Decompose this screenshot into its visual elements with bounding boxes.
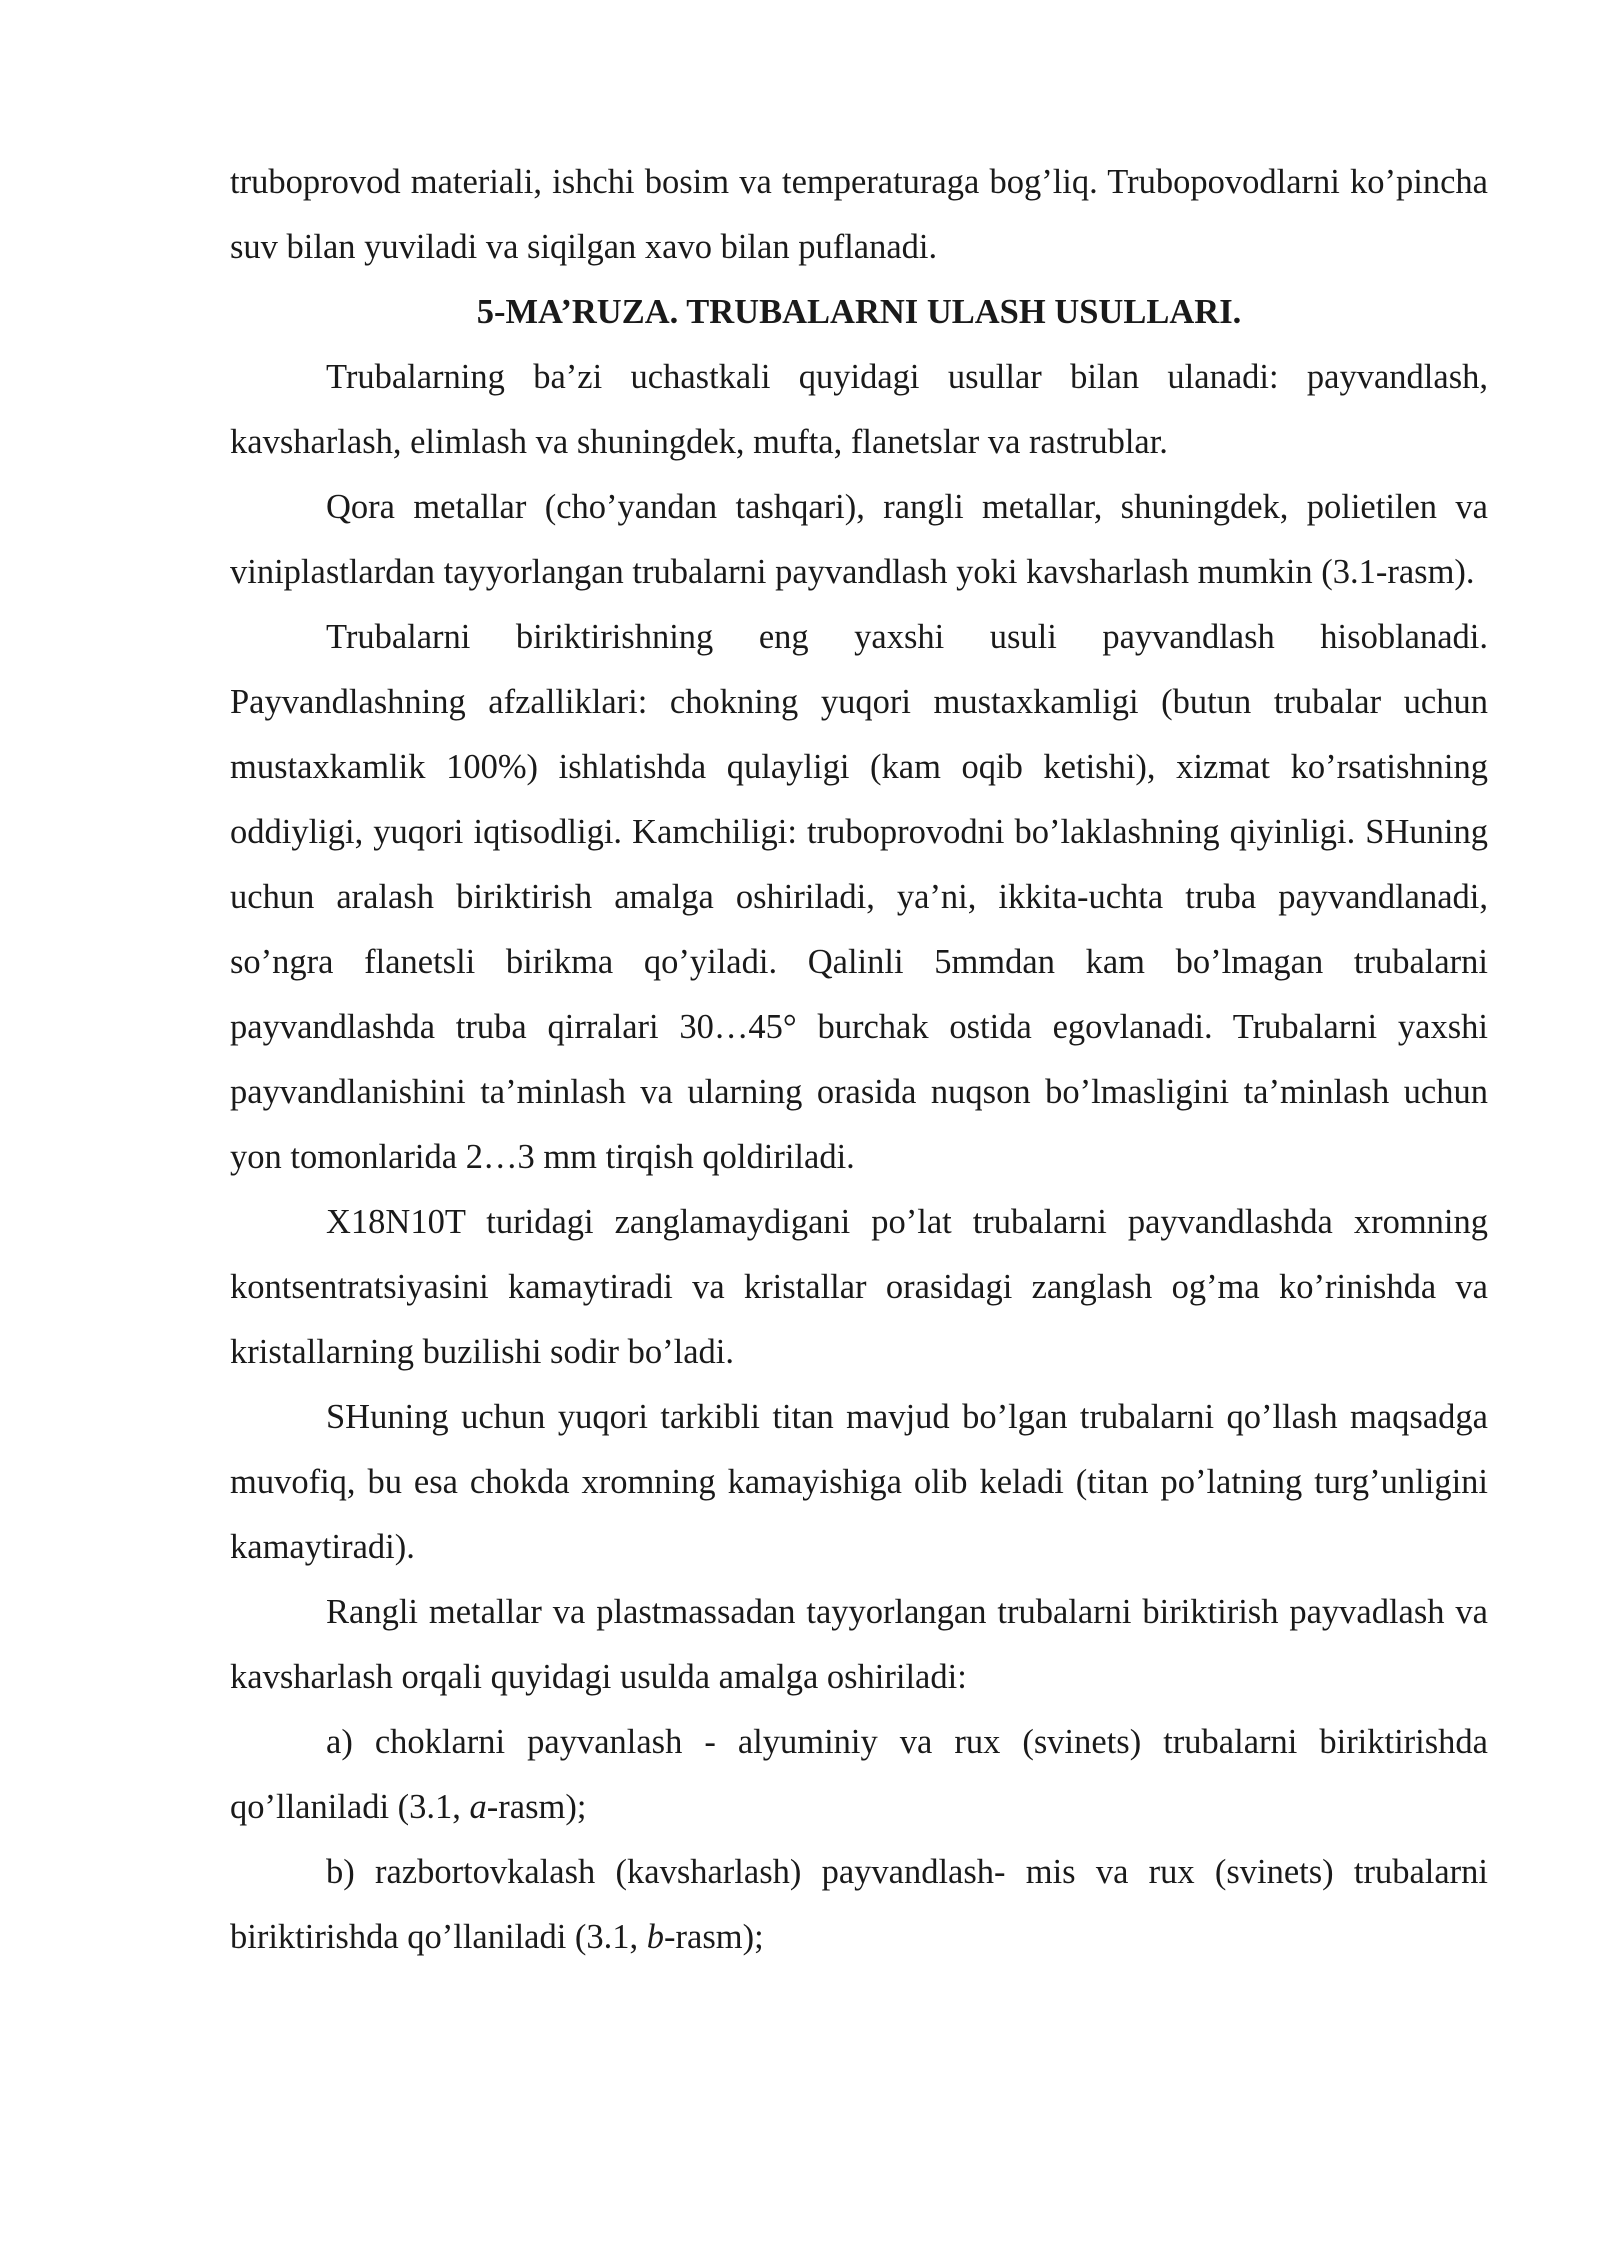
paragraph-weldable-materials: Qora metallar (cho’yandan tashqari), rangli metallar, shuningdek, polietilen va viniplastlardan tayyorlangan trubalarni payvandlash yoki kavsharlash mumkin (3.1-rasm).: [230, 488, 1488, 591]
list-item-b: [230, 1840, 1488, 1970]
list-item-a-text: a) choklarni payvanlash - alyuminiy va rux (svinets) trubalarni biriktirishda qo’llaniladi (3.1,: [230, 1723, 1488, 1826]
paragraph-joining-methods: Trubalarning ba’zi uchastkali quyidagi usullar bilan ulanadi: payvandlash, kavsharlash, elimlash va shuningdek, mufta, flanetslar va rastrublar.: [230, 358, 1488, 461]
list-item-a-suffix: -rasm);: [486, 1788, 587, 1826]
list-item-b-suffix: -rasm);: [664, 1918, 764, 1956]
paragraph-welding-advantages: Trubalarni biriktirishning eng yaxshi usuli payvandlash hisoblanadi. Payvandlashning afzalliklari: chokning yuqori mustaxkamligi (butun trubalar uchun mustaxkamlik 100%) ishlatishda qulayligi (kam oqib ketishi), xizmat ko’rsatishning oddiyligi, yuqori iqtisodligi. Kamchiligi: truboprovodni bo’laklashning qiyinligi. SHuning uchun aralash biriktirish amalga oshiriladi, ya’ni, ikkita-uchta truba payvandlanadi, so’ngra flanetsli birikma qo’yiladi. Qalinli 5mmdan kam bo’lmagan trubalarni payvandlashda truba qirralari 30…45° burchak ostida egovlanadi. Trubalarni yaxshi payvandlanishini ta’minlash va ularning orasida nuqson bo’lmasligini ta’minlash uchun yon tomonlarida 2…3 mm tirqish qoldiriladi.: [230, 618, 1488, 1176]
list-item-a: [230, 1710, 1488, 1840]
intro-paragraph: truboprovod materiali, ishchi bosim va temperaturaga bog’liq. Trubopovodlarni ko’pincha suv bilan yuviladi va siqilgan xavo bilan puflanadi.: [230, 163, 1488, 266]
list-item-b-figure-ref: b: [646, 1918, 665, 1956]
lecture-heading: 5-MA’RUZA. TRUBALARNI ULASH USULLARI.: [476, 293, 1242, 331]
list-item-b-text: b) razbortovkalash (kavsharlash) payvandlash- mis va rux (svinets) trubalarni biriktirishda qo’llaniladi (3.1,: [230, 1853, 1488, 1956]
paragraph-nonferrous-methods: Rangli metallar va plastmassadan tayyorlangan trubalarni biriktirish payvadlash va kavsharlash orqali quyidagi usulda amalga oshiriladi:: [230, 1593, 1488, 1696]
list-item-a-figure-ref: a: [469, 1788, 487, 1826]
paragraph-stainless-steel: X18N10T turidagi zanglamaydigani po’lat trubalarni payvandlashda xromning kontsentratsiyasini kamaytiradi va kristallar orasidagi zanglash og’ma ko’rinishda va kristallarning buzilishi sodir bo’ladi.: [230, 1203, 1488, 1371]
document-page: [230, 150, 1488, 1970]
paragraph-titanium: SHuning uchun yuqori tarkibli titan mavjud bo’lgan trubalarni qo’llash maqsadga muvofiq, bu esa chokda xromning kamayishiga olib keladi (titan po’latning turg’unligini kamaytiradi).: [230, 1398, 1488, 1566]
